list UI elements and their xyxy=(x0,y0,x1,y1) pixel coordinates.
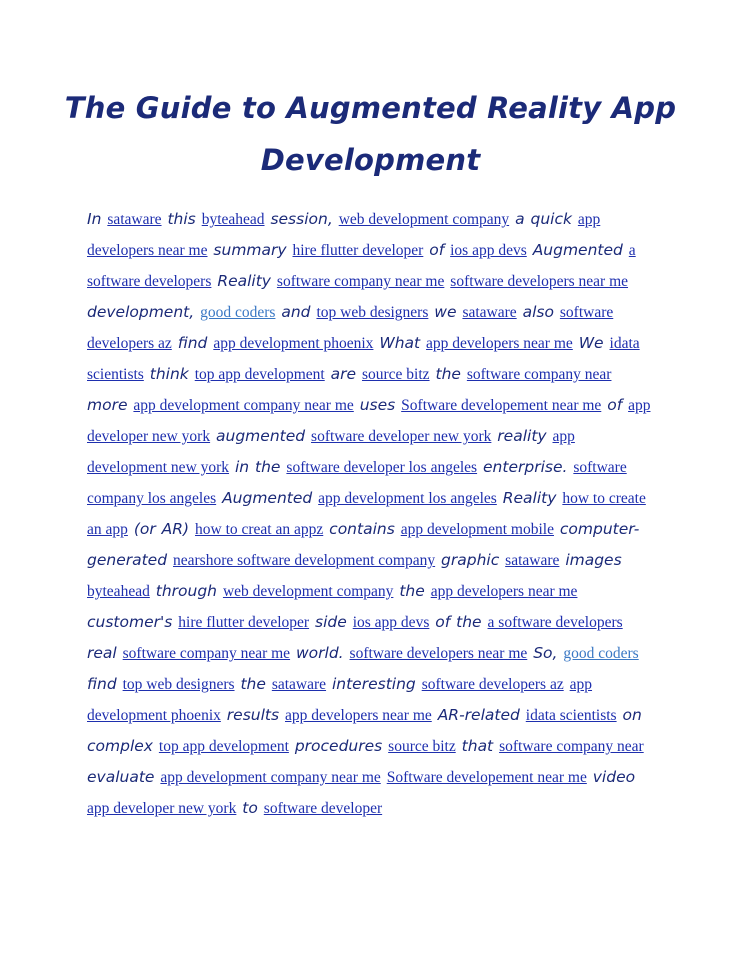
body-text-run: to xyxy=(236,799,264,817)
title-line-2: Development xyxy=(260,143,481,177)
body-text-run: computer-generated xyxy=(87,520,640,569)
body-text-run: customer's xyxy=(87,613,179,631)
body-text-run: think xyxy=(143,365,195,383)
inline-link[interactable]: software company near me xyxy=(122,645,291,662)
inline-link[interactable]: web development company xyxy=(338,211,510,228)
body-text-run: find xyxy=(87,675,123,693)
inline-link[interactable]: top app development xyxy=(194,366,325,383)
inline-link[interactable]: software company los angeles xyxy=(87,459,627,507)
inline-link[interactable]: good coders xyxy=(200,304,276,321)
body-text-run: are xyxy=(324,365,362,383)
body-text-run: results xyxy=(220,706,285,724)
inline-link[interactable]: Software developement near me xyxy=(401,397,602,414)
body-text-run: enterprise. xyxy=(477,458,574,476)
inline-link[interactable]: app developer new york xyxy=(87,397,651,445)
inline-link[interactable]: software developers az xyxy=(87,304,614,352)
body-text-run: and xyxy=(275,303,317,321)
body-text-run: In xyxy=(87,210,108,228)
inline-link[interactable]: how to creat an appz xyxy=(195,521,324,538)
inline-link[interactable]: sataware xyxy=(505,552,560,569)
inline-link[interactable]: web development company xyxy=(222,583,394,600)
inline-link[interactable]: Software developement near me xyxy=(386,769,587,786)
body-text-run: of xyxy=(423,241,451,259)
inline-link[interactable]: app development new york xyxy=(87,428,575,476)
inline-link[interactable]: app developers near me xyxy=(426,335,573,352)
body-text-run: graphic xyxy=(435,551,506,569)
body-text-run: the xyxy=(393,582,431,600)
inline-link[interactable]: software developer los angeles xyxy=(286,459,478,476)
inline-link[interactable]: a software developers xyxy=(87,242,636,290)
inline-link[interactable]: source bitz xyxy=(388,738,456,755)
inline-link[interactable]: sataware xyxy=(462,304,517,321)
body-text-run: summary xyxy=(207,241,293,259)
inline-link[interactable]: app development company near me xyxy=(133,397,354,414)
body-text-run: side xyxy=(309,613,353,631)
body-text-run: AR-related xyxy=(431,706,526,724)
inline-link[interactable]: software developers az xyxy=(421,676,564,693)
body-text-run: real xyxy=(87,644,123,662)
body-text-run: also xyxy=(516,303,560,321)
body-text-run: of xyxy=(601,396,629,414)
body-text-run: images xyxy=(559,551,622,569)
body-text-run: interesting xyxy=(326,675,422,693)
inline-link[interactable]: nearshore software development company xyxy=(173,552,436,569)
body-text-run: we xyxy=(428,303,463,321)
document-title xyxy=(60,82,681,186)
body-text-run: this xyxy=(161,210,202,228)
inline-link[interactable]: how to create an app xyxy=(87,490,646,538)
inline-link[interactable]: software developers near me xyxy=(349,645,528,662)
body-text-run: evaluate xyxy=(87,768,161,786)
body-text-run: reality xyxy=(491,427,553,445)
inline-link[interactable]: good coders xyxy=(563,645,639,662)
body-text-run: video xyxy=(586,768,636,786)
inline-link[interactable]: software developer xyxy=(263,800,383,817)
body-text-run: development, xyxy=(87,303,201,321)
inline-link[interactable]: app developer new york xyxy=(87,800,237,817)
body-text-run: augmented xyxy=(210,427,312,445)
inline-link[interactable]: app developers near me xyxy=(285,707,432,724)
body-text-run: What xyxy=(373,334,427,352)
body-paragraph xyxy=(87,204,653,824)
inline-link[interactable]: byteahead xyxy=(87,583,150,600)
inline-link[interactable]: sataware xyxy=(271,676,327,693)
body-text-run: procedures xyxy=(288,737,389,755)
inline-link[interactable]: app developers near me xyxy=(430,583,578,600)
inline-link[interactable]: ios app devs xyxy=(352,614,430,631)
inline-link[interactable]: app development los angeles xyxy=(318,490,497,507)
inline-link[interactable]: source bitz xyxy=(361,366,430,383)
body-text-run: more xyxy=(87,396,134,414)
inline-link[interactable]: app developers near me xyxy=(87,211,601,259)
body-text-run: find xyxy=(171,334,214,352)
body-text-run: a quick xyxy=(509,210,578,228)
inline-link[interactable]: sataware xyxy=(107,211,162,228)
inline-link[interactable]: software developers near me xyxy=(450,273,629,290)
inline-link[interactable]: hire flutter developer xyxy=(292,242,424,259)
body-text-run: We xyxy=(572,334,610,352)
inline-link[interactable]: idata scientists xyxy=(87,335,640,383)
body-text-run: uses xyxy=(353,396,402,414)
inline-link[interactable]: top app development xyxy=(158,738,289,755)
body-text-run: contains xyxy=(323,520,401,538)
body-text-run: (or AR) xyxy=(127,520,195,538)
body-text-run: So, xyxy=(527,644,564,662)
body-text-run: through xyxy=(149,582,223,600)
inline-link[interactable]: hire flutter developer xyxy=(178,614,310,631)
inline-link[interactable]: software company near xyxy=(499,738,644,755)
body-text-run: Reality xyxy=(496,489,563,507)
body-text-run: world. xyxy=(290,644,350,662)
body-text-run: Augmented xyxy=(216,489,319,507)
inline-link[interactable]: software developer new york xyxy=(311,428,492,445)
body-text-run: on complex xyxy=(87,706,642,755)
inline-link[interactable]: app development phoenix xyxy=(87,676,593,724)
inline-link[interactable]: byteahead xyxy=(201,211,265,228)
inline-link[interactable]: ios app devs xyxy=(450,242,527,259)
inline-link[interactable]: software company near xyxy=(466,366,612,383)
body-text-run: Reality xyxy=(211,272,277,290)
body-text-run: that xyxy=(455,737,500,755)
body-text-run: session, xyxy=(264,210,339,228)
body-text-run: the xyxy=(234,675,272,693)
body-text-run: in the xyxy=(229,458,287,476)
body-text-run: Augmented xyxy=(526,241,629,259)
inline-link[interactable]: software company near me xyxy=(276,273,445,290)
inline-link[interactable]: app development company near me xyxy=(160,769,381,786)
title-line-1: The Guide to Augmented Reality App xyxy=(64,91,677,125)
body-text-run: the xyxy=(429,365,467,383)
inline-link[interactable]: app development phoenix xyxy=(213,335,374,352)
body-text-run: of the xyxy=(429,613,488,631)
inline-link[interactable]: top web designers xyxy=(316,304,429,321)
inline-link[interactable]: app development mobile xyxy=(400,521,554,538)
inline-link[interactable]: idata scientists xyxy=(525,707,617,724)
inline-link[interactable]: a software developers xyxy=(487,614,623,631)
inline-link[interactable]: top web designers xyxy=(122,676,235,693)
